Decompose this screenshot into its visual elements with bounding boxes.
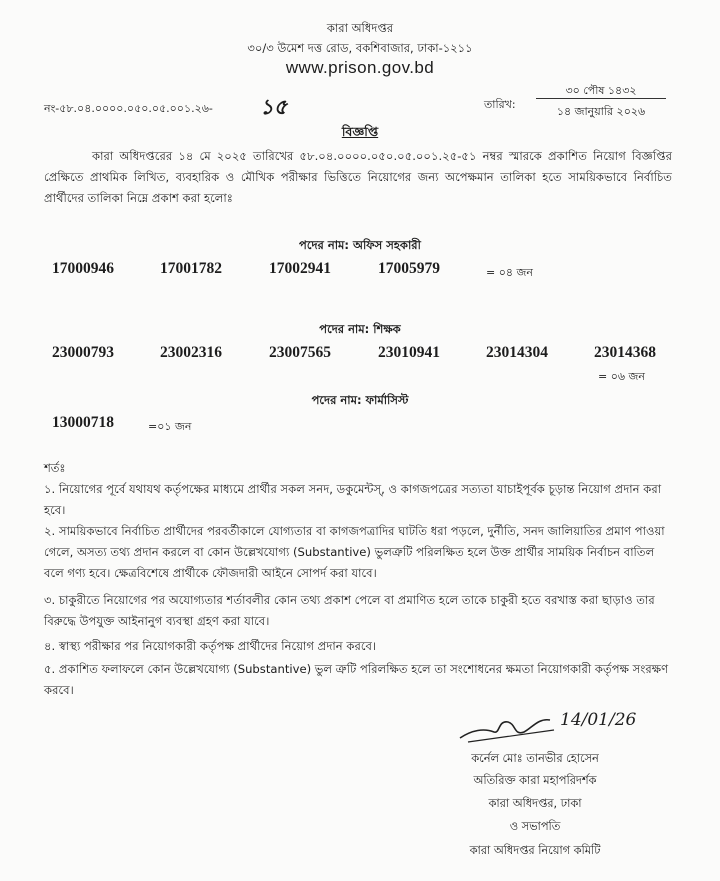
roll-number: 17002941 [269, 260, 331, 277]
post-title-pharmacist: পদের নাম: ফার্মাসিস্ট [311, 393, 409, 407]
signatory-committee: কারা অধিদপ্তর নিয়োগ কমিটি [469, 844, 601, 857]
office-address: ৩০/৩ উমেশ দত্ত রোড, বকশিবাজার, ঢাকা-১২১১ [247, 41, 473, 55]
intro-paragraph: কারা অধিদপ্তরের ১৪ মে ২০২৫ তারিখের ৫৮.০৪.০০০০.০৫০.০৫.০০১.২৫-৫১ নম্বর স্মারকে প্রকাশিত নিয়োগ বিজ্ঞপ্তির প্রেক্ষিতে প্রাথমিক লিখিত, ব্যবহারিক ও মৌখিক পরীক্ষার ভিত্তিতে নিয়োগের জন্য অপেক্ষমান তালিকা হতে সাময়িকভাবে নির্বাচিত প্রার্থীদের তালিকা নিম্নে প্রকাশ করা হলোঃ [44, 149, 672, 205]
date-bangla: ৩০ পৌষ ১৪৩২ [565, 84, 637, 97]
memo-number: নং-৫৮.০৪.০০০০.০৫০.০৫.০০১.২৬- [44, 102, 213, 115]
office-name: কারা অধিদপ্তর [326, 21, 394, 35]
signature-date: 14/01/26 [560, 710, 637, 730]
condition-item: ২. সাময়িকভাবে নির্বাচিত প্রার্থীদের পরবর্তীকালে যোগ্যতার বা কাগজপত্রাদির ঘাটতি ধরা পড়লে, দুর্নীতি, সনদ জালিয়াতির প্রমাণ পাওয়া গেলে, অসত্য তথ্য প্রদান করলে বা কোন উল্লেখযোগ্য (Substantive) ভুলত্রুটি পরিলক্ষিত হলে উক্ত প্রার্থীর সাময়িক নির্বাচন বাতিল বলে গণ্য হবে। ক্ষেত্রবিশেষে প্রার্থীকে ফৌজদারী আইনে সোপর্দ করা যাবে। [44, 524, 665, 580]
website: www.prison.gov.bd [285, 58, 435, 77]
selected-count: = ০৪ জন [486, 266, 533, 279]
selected-count: = ০৬ জন [598, 370, 645, 383]
roll-number: 23007565 [269, 344, 331, 361]
roll-number: 23000793 [52, 344, 114, 361]
roll-number: 23014304 [486, 344, 548, 361]
condition-item: ৩. চাকুরীতে নিয়োগের পর অযোগ্যতার শর্তাবলীর কোন তথ্য প্রকাশ পেলে বা প্রমাণিত হলে তাকে চাকুরী হতে বরখাস্ত করা ছাড়াও তার বিরুদ্ধে উপযুক্ত আইনানুগ ব্যবস্থা গ্রহণ করা যাবে। [44, 593, 655, 628]
condition-item: ৫. প্রকাশিত ফলাফলে কোন উল্লেখযোগ্য (Substantive) ভুল ত্রুটি পরিলক্ষিত হলে তা সংশোধনের ক্ষমতা নিয়োগকারী কর্তৃপক্ষ সংরক্ষণ করবে। [44, 662, 669, 697]
roll-number: 23014368 [594, 344, 656, 361]
roll-number: 17001782 [160, 260, 222, 277]
post-title-teacher: পদের নাম: শিক্ষক [319, 322, 401, 336]
condition-item: ৪. স্বাস্থ্য পরীক্ষার পর নিয়োগকারী কর্তৃপক্ষ প্রার্থীদের নিয়োগ প্রদান করবে। [44, 639, 377, 653]
conditions-heading: শর্তঃ [44, 461, 66, 475]
date-label: তারিখ: [484, 98, 516, 111]
signatory-role: ও সভাপতি [509, 820, 561, 833]
roll-number: 17005979 [378, 260, 440, 277]
roll-number: 17000946 [52, 260, 114, 277]
roll-number: 23002316 [160, 344, 222, 361]
signatory-office: কারা অধিদপ্তর, ঢাকা [488, 797, 582, 810]
handwritten-memo-no: ১৫ [260, 94, 288, 119]
roll-number: 13000718 [52, 414, 114, 431]
signatory-designation: অতিরিক্ত কারা মহাপরিদর্শক [473, 774, 597, 787]
selected-count: =০১ জন [148, 420, 192, 433]
condition-item: ১. নিয়োগের পূর্বে যথাযথ কর্তৃপক্ষের মাধ্যমে প্রার্থীর সকল সনদ, ডকুমেন্টস্, ও কাগজপত্রের সত্যতা যাচাইপূর্বক চূড়ান্ত নিয়োগ প্রদান করা হবে। [44, 482, 662, 517]
signature-mark [454, 708, 564, 750]
date-divider [536, 98, 666, 99]
roll-number: 23010941 [378, 344, 440, 361]
date-english: ১৪ জানুয়ারি ২০২৬ [556, 105, 646, 118]
post-title-office-assistant: পদের নাম: অফিস সহকারী [299, 238, 421, 252]
signatory-name: কর্নেল মোঃ তানভীর হোসেন [471, 752, 599, 765]
notice-title: বিজ্ঞপ্তি [341, 124, 379, 139]
